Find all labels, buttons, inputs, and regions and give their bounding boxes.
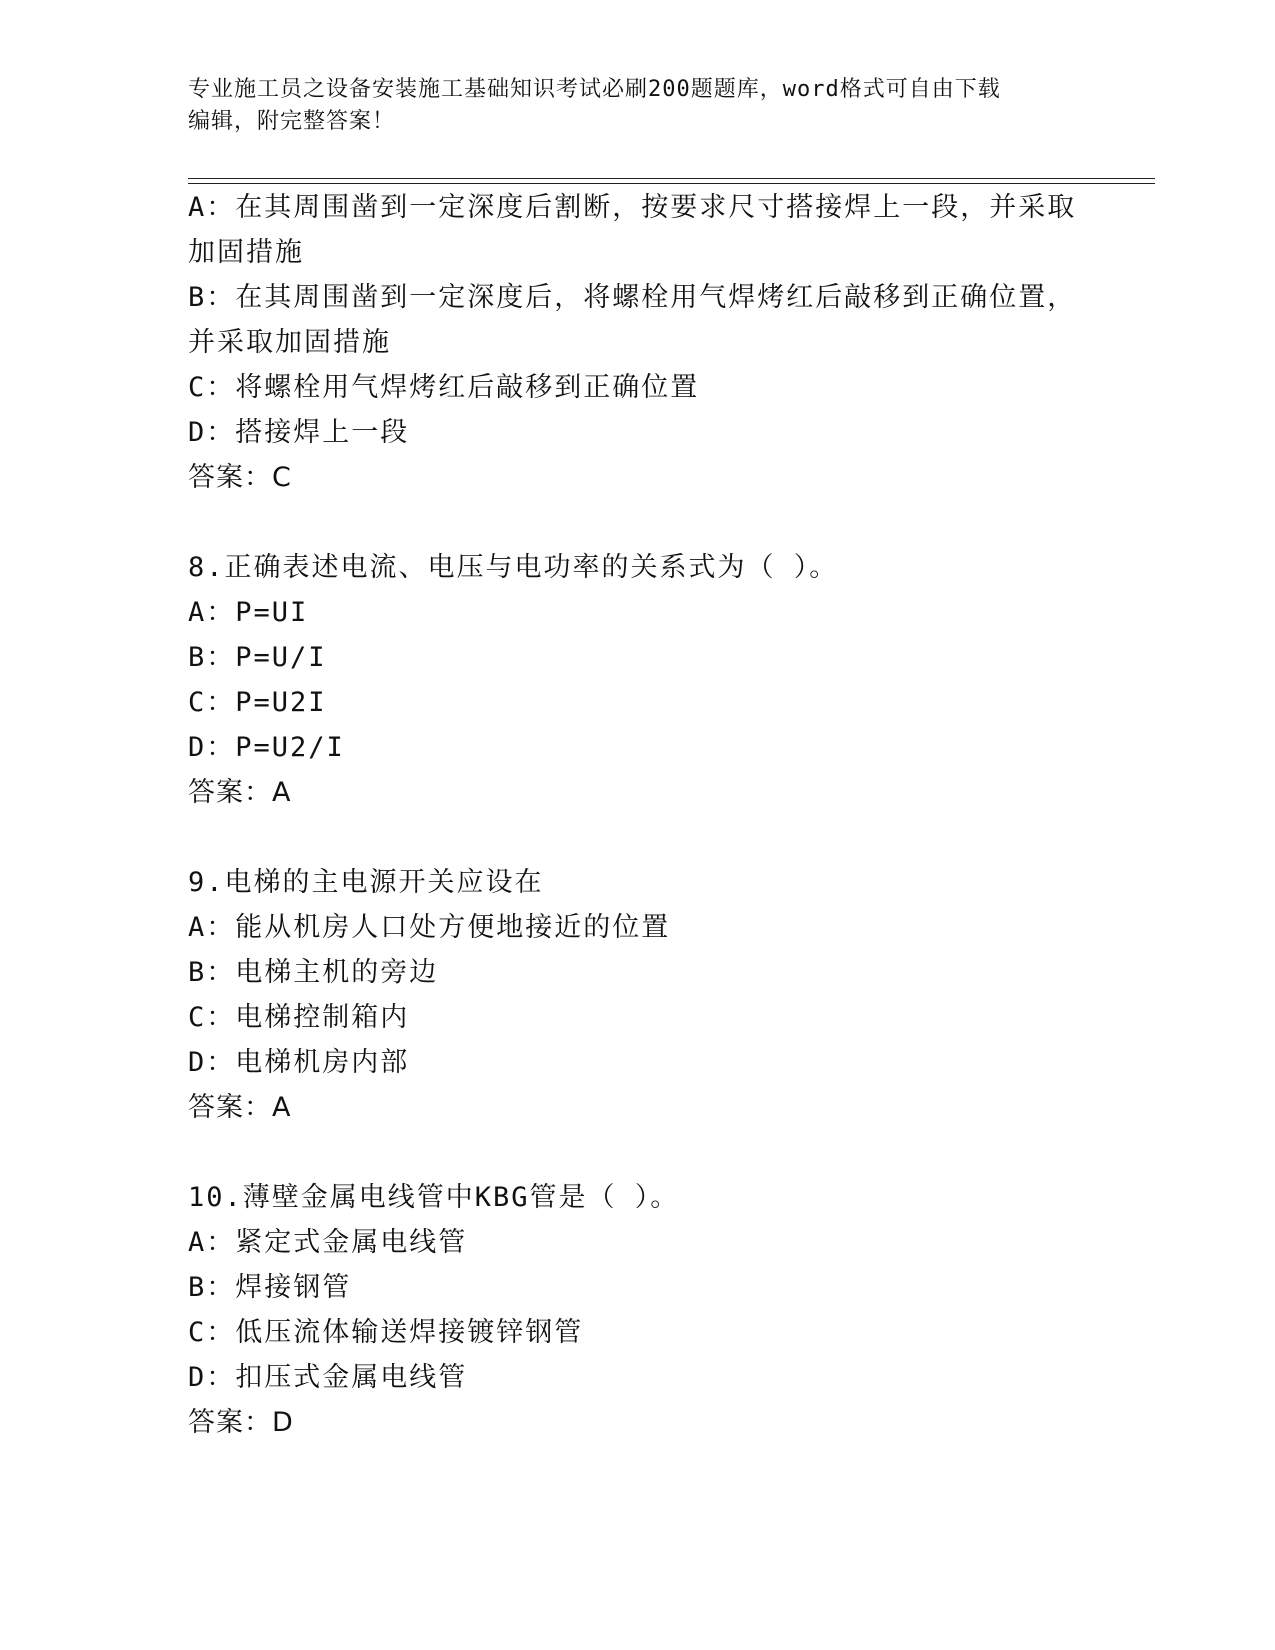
prev-option-a-line-2: 加固措施	[188, 237, 304, 268]
q8-option-c: C：P=U2I	[188, 687, 327, 718]
q9-answer: 答案：A	[188, 1092, 292, 1123]
q9-option-c: C：电梯控制箱内	[188, 1002, 410, 1033]
q10-option-d: D：扣压式金属电线管	[188, 1362, 468, 1393]
q9-stem: 9.电梯的主电源开关应设在	[188, 867, 544, 898]
prev-option-b-line-1: B：在其周围凿到一定深度后，将螺栓用气焊烤红后敲移到正确位置，	[188, 282, 1077, 313]
q9-option-d: D：电梯机房内部	[188, 1047, 410, 1078]
q10-option-a: A：紧定式金属电线管	[188, 1227, 468, 1258]
q8-answer: 答案：A	[188, 777, 292, 808]
prev-option-c: C：将螺栓用气焊烤红后敲移到正确位置	[188, 372, 700, 403]
q9-option-b: B：电梯主机的旁边	[188, 957, 439, 988]
prev-option-a-line-1: A：在其周围凿到一定深度后割断，按要求尺寸搭接焊上一段，并采取	[188, 192, 1077, 223]
prev-option-b-line-2: 并采取加固措施	[188, 327, 391, 358]
q10-answer: 答案：D	[188, 1407, 294, 1438]
header-title-line-2: 编辑，附完整答案！	[188, 109, 396, 134]
q10-option-b: B：焊接钢管	[188, 1272, 352, 1303]
header-divider-top	[188, 178, 1155, 179]
q8-option-b: B：P=U/I	[188, 642, 327, 673]
q9-option-a: A：能从机房人口处方便地接近的位置	[188, 912, 671, 943]
header-title-line-1: 专业施工员之设备安装施工基础知识考试必刷200题题库，word格式可自由下载	[188, 77, 1001, 102]
document-header	[188, 74, 1088, 138]
q8-option-a: A：P=UI	[188, 597, 309, 628]
q10-option-c: C：低压流体输送焊接镀锌钢管	[188, 1317, 584, 1348]
q8-option-d: D：P=U2/I	[188, 732, 345, 763]
prev-option-d: D：搭接焊上一段	[188, 417, 410, 448]
q10-stem: 10.薄壁金属电线管中KBG管是（ ）。	[188, 1182, 680, 1213]
q8-stem: 8.正确表述电流、电压与电功率的关系式为（ ）。	[188, 552, 839, 583]
header-divider-bottom	[188, 183, 1155, 184]
prev-answer: 答案：C	[188, 462, 292, 493]
